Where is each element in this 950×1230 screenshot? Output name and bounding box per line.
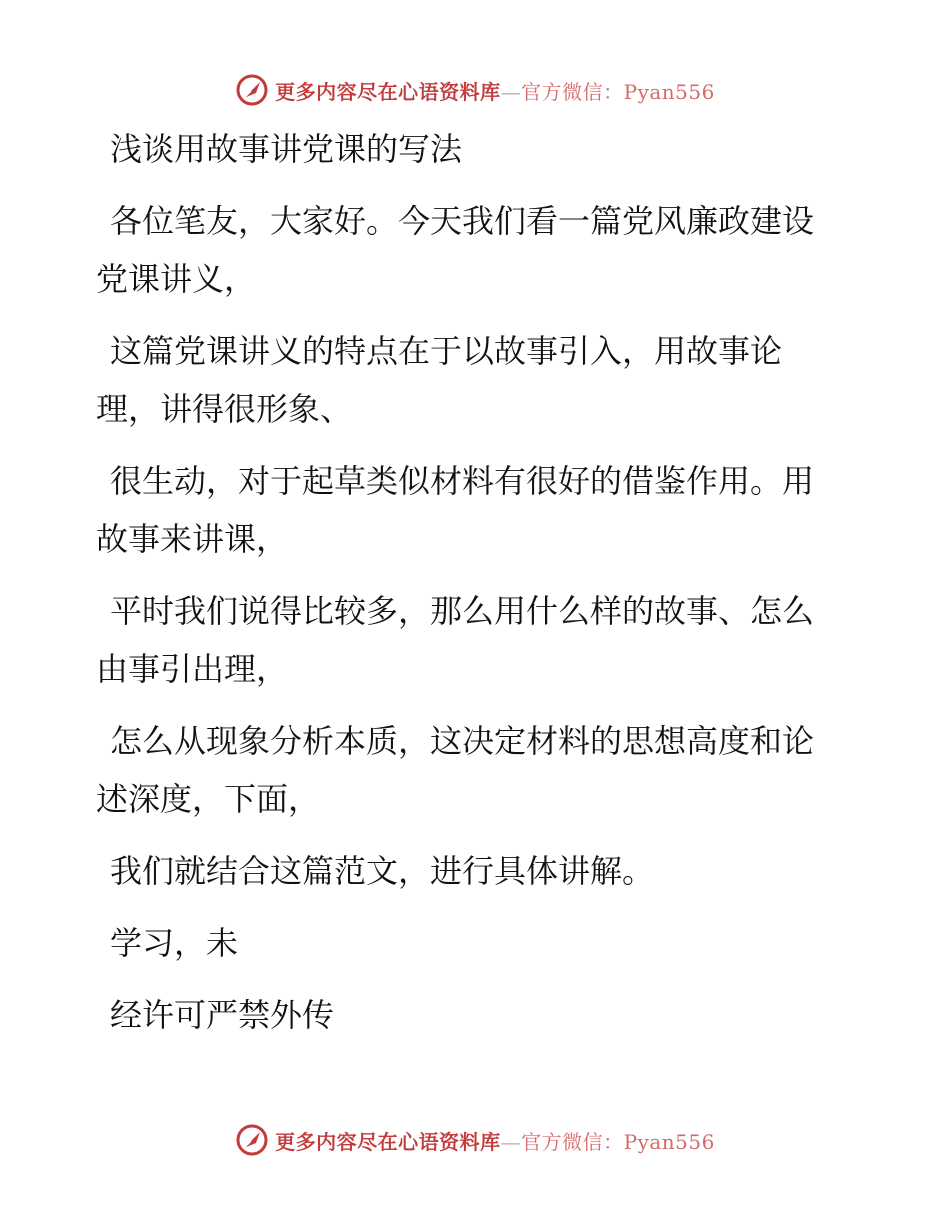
paragraph: 我们就结合这篇范文，进行具体讲解。 (110, 852, 655, 890)
footer-watermark-banner (0, 1120, 950, 1160)
feather-logo-icon (235, 73, 269, 107)
header-watermark-banner (0, 70, 950, 110)
watermark-separator: — (500, 79, 522, 104)
document-body (96, 120, 836, 1044)
watermark-wechat: 官方微信：Pyan556 (521, 1129, 715, 1154)
paragraph: 经许可严禁外传 (110, 996, 335, 1034)
feather-logo-icon (235, 1123, 269, 1157)
paragraph: 平时我们说得比较多，那么用什么样的故事、怎么由事引出理， (96, 592, 815, 688)
watermark-main: 更多内容尽在心语资料库 (275, 79, 501, 104)
paragraph: 各位笔友，大家好。今天我们看一篇党风廉政建设党课讲义， (96, 202, 815, 298)
watermark-main: 更多内容尽在心语资料库 (275, 1129, 501, 1154)
paragraph: 这篇党课讲义的特点在于以故事引入，用故事论理，讲得很形象、 (96, 332, 783, 428)
watermark-text (275, 1126, 715, 1155)
paragraph: 怎么从现象分析本质，这决定材料的思想高度和论述深度，下面， (96, 722, 815, 818)
watermark-wechat: 官方微信：Pyan556 (521, 79, 715, 104)
watermark-text (275, 76, 715, 105)
paragraph: 学习，未 (110, 924, 239, 962)
document-title: 浅谈用故事讲党课的写法 (110, 130, 463, 168)
paragraph: 很生动，对于起草类似材料有很好的借鉴作用。用故事来讲课， (96, 462, 815, 558)
watermark-separator: — (500, 1129, 522, 1154)
